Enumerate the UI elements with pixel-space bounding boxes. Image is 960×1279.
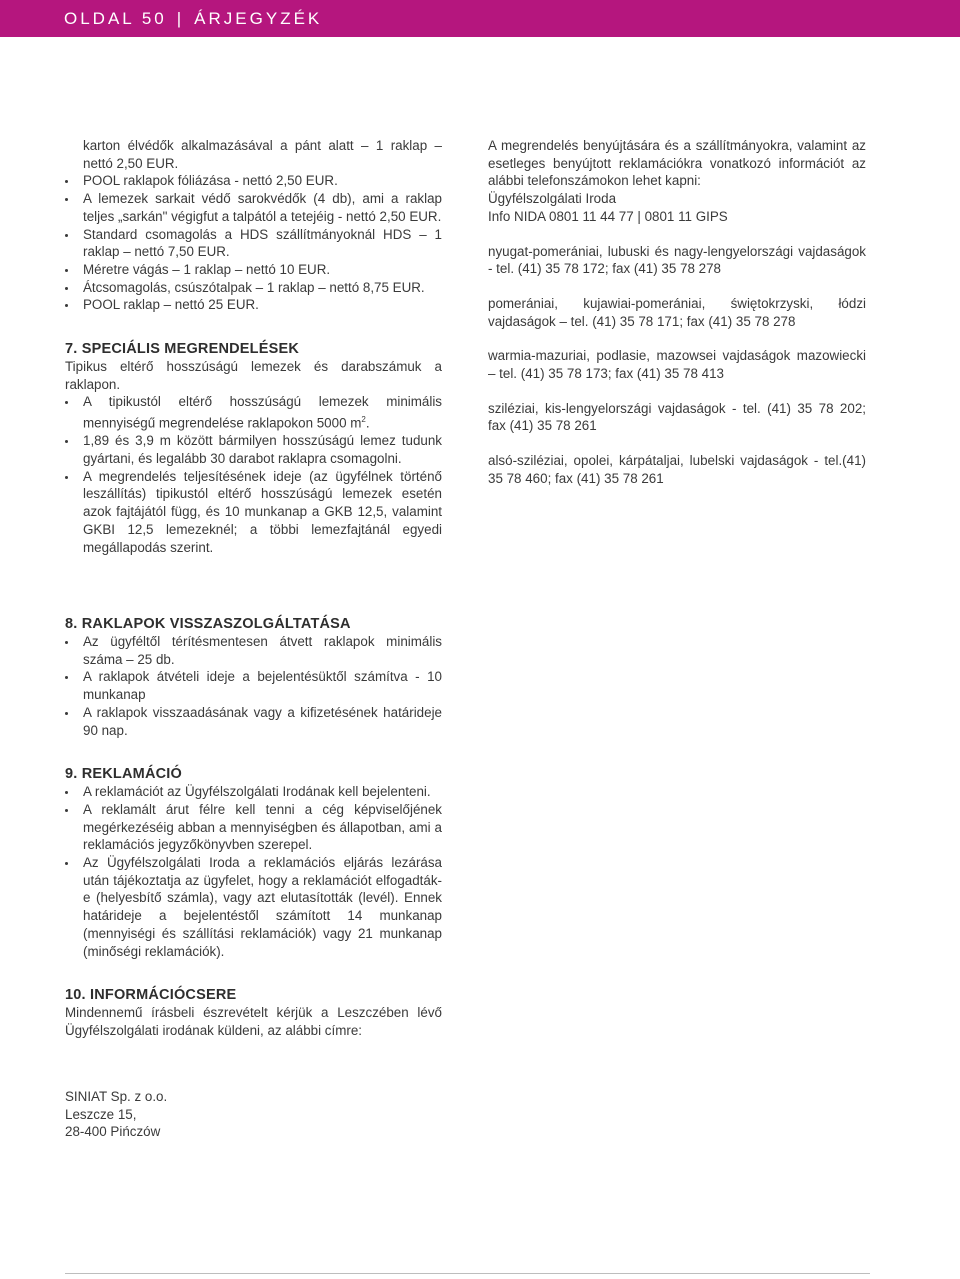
section-7-heading: 7. SPECIÁLIS MEGRENDELÉSEK [65,341,300,358]
section-7-list [65,393,442,556]
list-item: POOL raklapok fóliázása - nettó 2,50 EUR. [65,172,442,190]
list-item: A reklamált árut félre kell tenni a cég képviselőjének megérkezéséig abban a mennyiségben és állapotban, ami a reklamációs jegyzőkönyvben szerepel. [65,801,442,854]
list-item: Standard csomagolás a HDS szállítmányoknál HDS – 1 raklap – nettó 7,50 EUR. [65,226,442,261]
section-10-text: Mindennemű írásbeli észrevételt kérjük a Leszczében lévő Ügyfélszolgálati irodának küldeni, az alábbi címre: [65,1005,442,1038]
section-9-list [65,783,442,960]
list-item: A megrendelés teljesítésének ideje (az ügyfélnek történő leszállítás) tipikustól eltérő hosszúságú lemezek esetén azok fajtájától függ, és 10 munkanap a GKB 12,5, valamint GKBI 12,5 lemezeknél; a többi lemezfajtánál egyedi megállapodás szerint. [65,468,442,557]
region-contact: pomerániai, kujawiai-pomerániai, świętokrzyski, łódzi vajdaságok – tel. (41) 35 78 171; fax (41) 35 78 278 [488,295,866,329]
list-item-text: A tipikustól eltérő hosszúságú lemezek minimális mennyiségű megrendelése raklapokon 5000 m [83,394,442,431]
region-contact: alsó-sziléziai, opolei, kárpátaljai, lubelski vajdaságok - tel.(41) 35 78 460; fax (41) 35 78 261 [488,453,866,486]
address-company: SINIAT Sp. z o.o. [65,1089,168,1104]
address-block [65,1088,445,1141]
list-item: A reklamációt az Ügyfélszolgálati Irodának kell bejelenteni. [65,783,442,801]
header-separator: | [176,9,185,28]
list-item: Méretre vágás – 1 raklap – nettó 10 EUR. [65,261,442,279]
info-phone: Info NIDA 0801 11 44 77 | 0801 11 GIPS [488,208,728,224]
list-item: A raklapok visszaadásának vagy a kifizetésének határideje 90 nap. [65,704,442,739]
region-contact: sziléziai, kis-lengyelországi vajdaságok - tel. (41) 35 78 202; fax (41) 35 78 261 [488,400,866,434]
section-7 [65,340,442,556]
list-item: A lemezek sarkait védő sarokvédők (4 db), ami a raklap teljes „sarkán" végigfut a talpától a tetejéig - nettó 2,50 EUR. [65,190,442,225]
list-item-end: . [365,415,370,431]
section-10 [65,986,442,1039]
left-column-lower [65,615,442,1040]
list-item: Az ügyféltől térítésmentesen átvett raklapok minimális száma – 25 db. [65,633,442,668]
contact-intro-text: A megrendelés benyújtására és a szállítmányokra, valamint az esetleges benyújtott reklamációkra vonatkozó információt az alábbi telefonszámokon lehet kapni: [488,138,866,189]
list-item: POOL raklap – nettó 25 EUR. [65,296,442,314]
price-list [65,137,442,314]
list-item: A raklapok átvételi ideje a bejelentésüktől számítva - 10 munkanap [65,668,442,703]
list-item: Átcsomagolás, csúszótalpak – 1 raklap – nettó 8,75 EUR. [65,279,442,297]
left-column [65,137,442,556]
section-8 [65,615,442,739]
page-header [64,5,322,32]
section-8-list [65,633,442,739]
address-city: 28-400 Pińczów [65,1124,161,1140]
section-9-heading: 9. REKLAMÁCIÓ [65,766,182,783]
page-title: ÁRJEGYZÉK [194,9,323,28]
region-contact: warmia-mazuriai, podlasie, mazowsei vajdaságok mazowiecki – tel. (41) 35 78 173; fax (41) 35 78 413 [488,348,866,382]
bottom-divider [65,1273,870,1274]
office-name: Ügyfélszolgálati Iroda [488,191,617,207]
list-item [65,393,442,432]
section-8-heading: 8. RAKLAPOK VISSZASZOLGÁLTATÁSA [65,616,351,632]
list-item: karton élvédők alkalmazásával a pánt alatt – 1 raklap – nettó 2,50 EUR. [83,138,442,171]
section-7-intro: Tipikus eltérő hosszúságú lemezek és darabszámuk a raklapon. [65,359,442,392]
right-column [488,137,866,505]
list-item: 1,89 és 3,9 m között bármilyen hosszúságú lemez tudunk gyártani, és legalább 30 darabot raklapra csomagolni. [65,432,442,467]
region-contact: nyugat-pomerániai, lubuski és nagy-lengyelországi vajdaságok - tel. (41) 35 78 172; fax (41) 35 78 278 [488,243,866,277]
superscript: 2 [361,415,366,425]
address-street: Leszcze 15, [65,1106,137,1122]
section-10-heading: 10. INFORMÁCIÓCSERE [65,987,237,1004]
contact-intro [488,137,866,226]
list-item: Az Ügyfélszolgálati Iroda a reklamációs eljárás lezárása után tájékoztatja az ügyfelet, hogy a reklamációt elfogadták-e (helyesbítő számla), vagy azt elutasították (levél). Ennek határideje a bejelentéstől számított 14 munkanap (mennyiségi és szállítási reklamációk) vagy 21 munkanap (minőségi reklamációk). [65,854,442,960]
section-9 [65,765,442,960]
page-number: OLDAL 50 [64,9,167,28]
